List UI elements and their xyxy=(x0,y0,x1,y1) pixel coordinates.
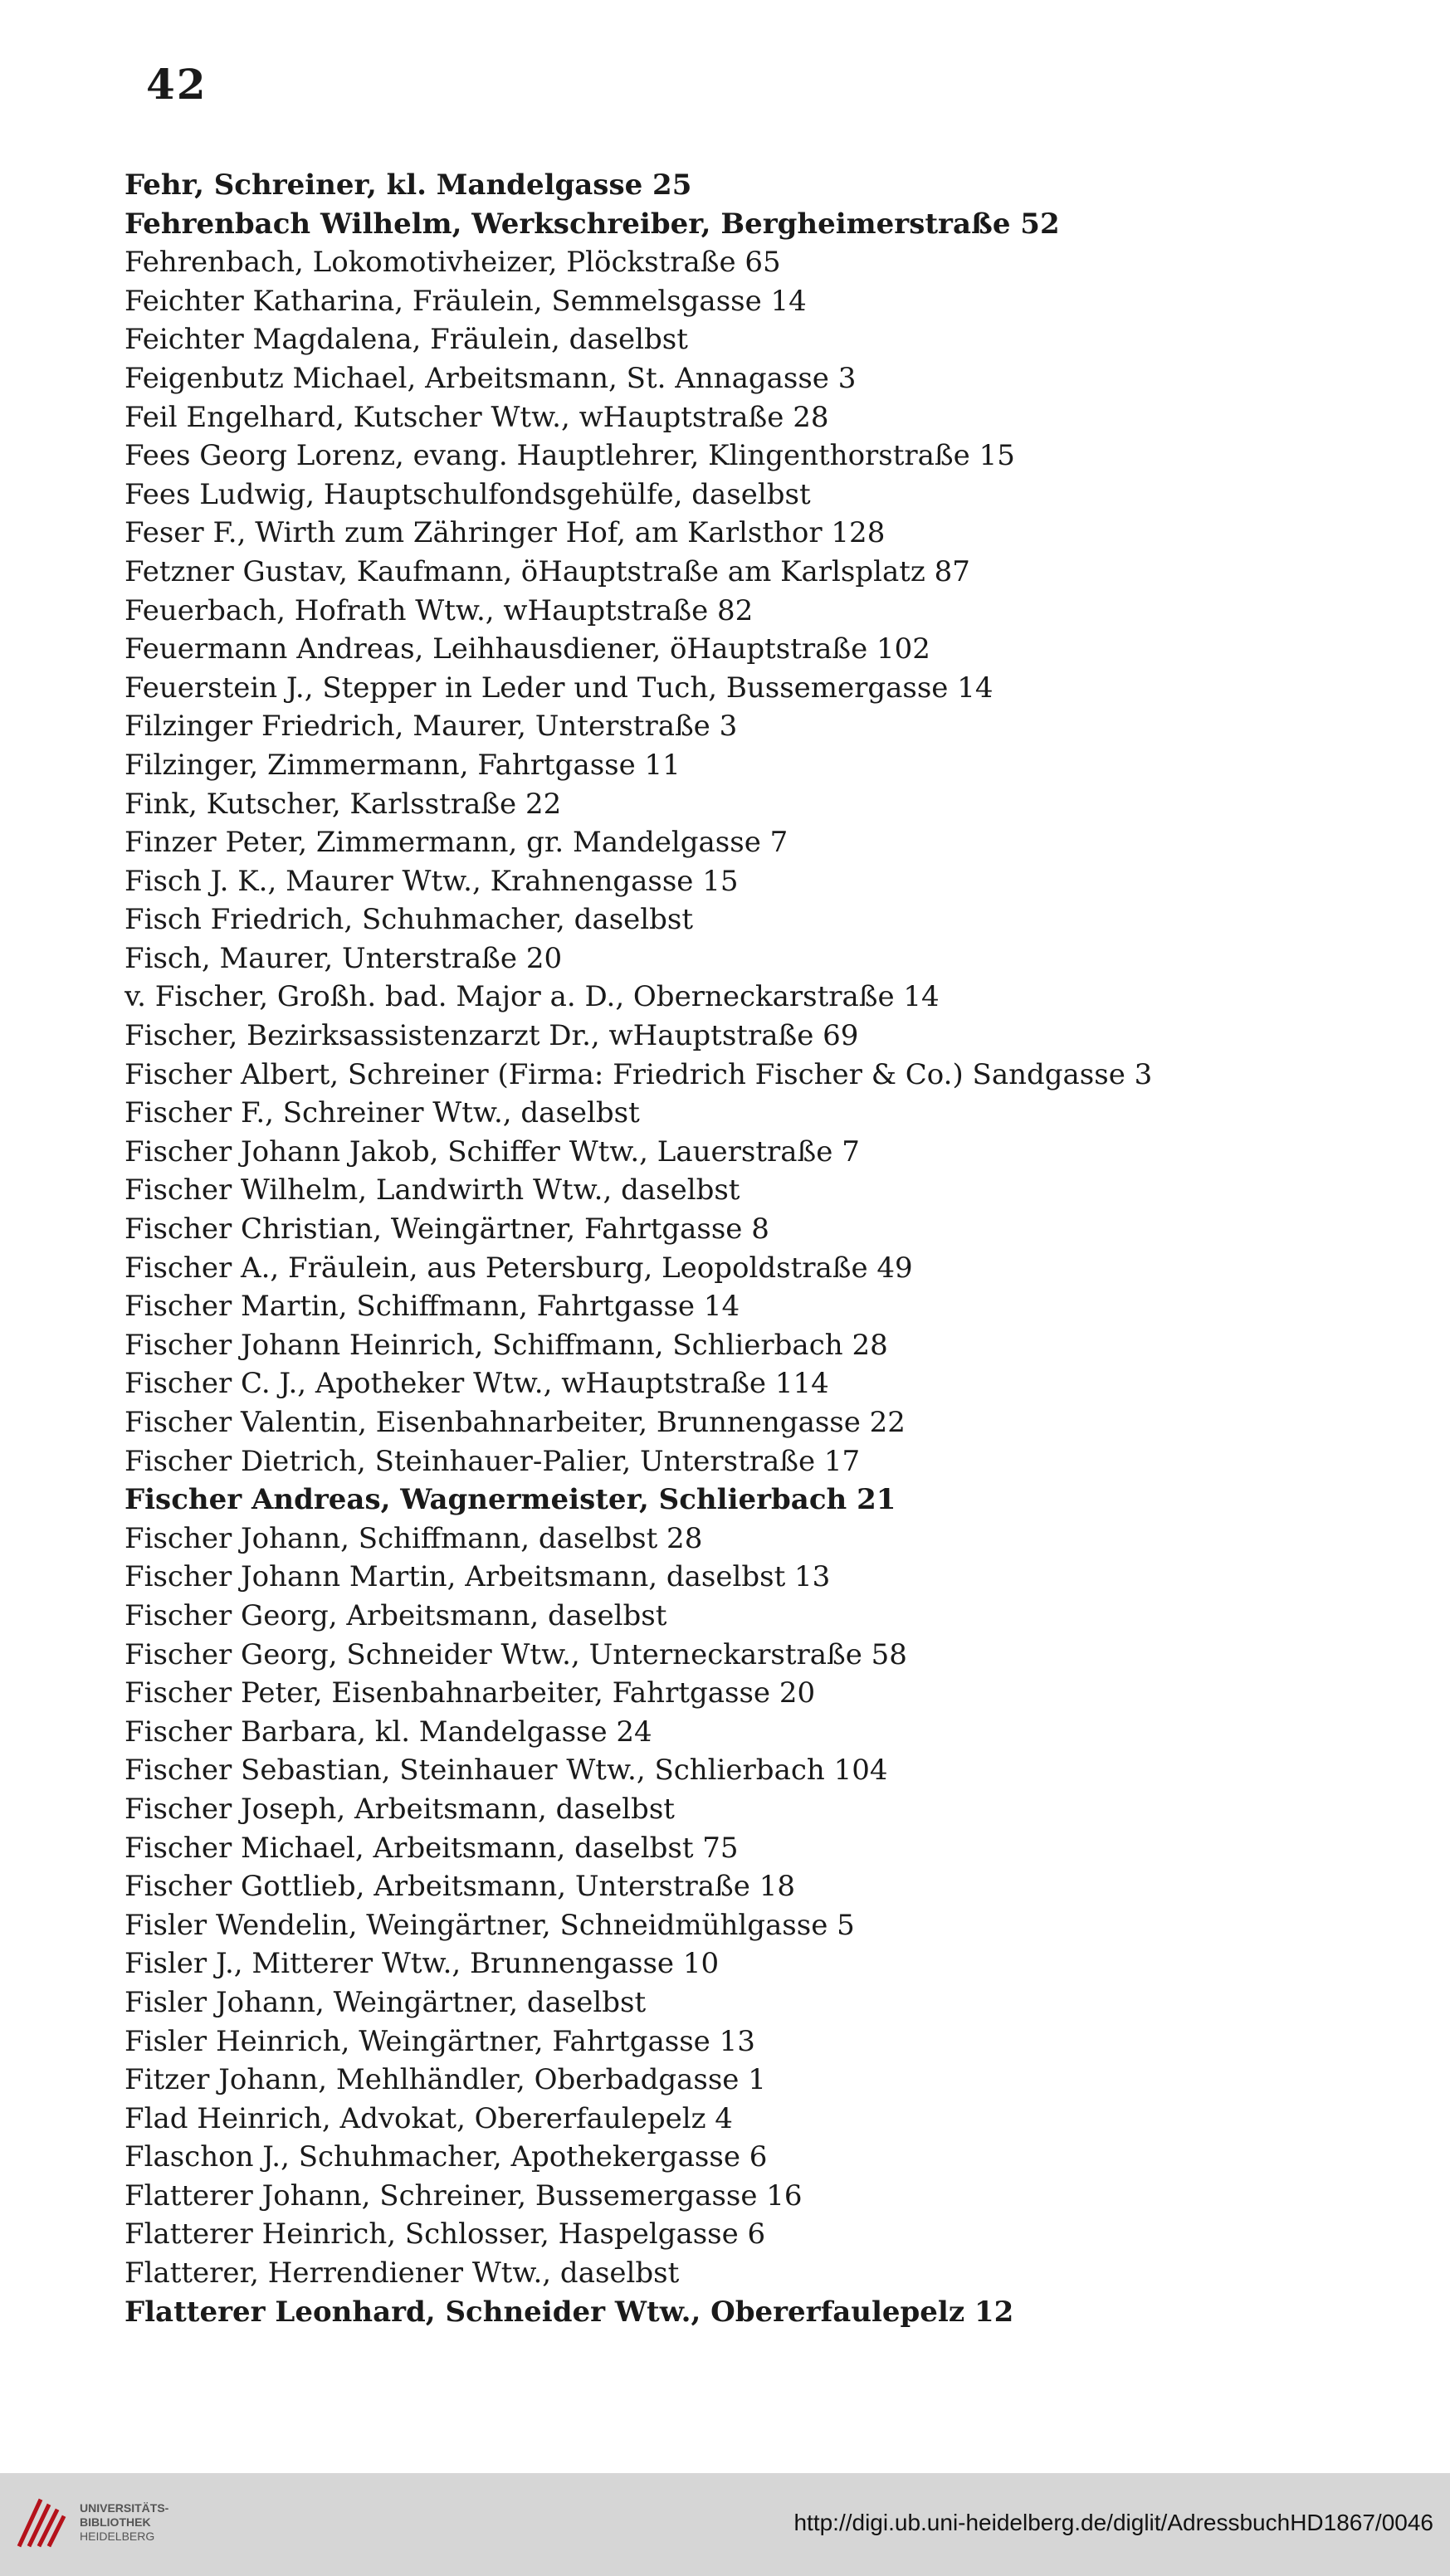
address-entry: Fisler J., Mitterer Wtw., Brunnengasse 10 xyxy=(124,1947,720,1981)
library-name-line1: UNIVERSITÄTS- xyxy=(80,2501,169,2515)
footer-bar xyxy=(0,2473,1450,2576)
address-entry: Fitzer Johann, Mehlhändler, Oberbadgasse 1 xyxy=(124,2063,766,2097)
address-entry: Fehrenbach, Lokomotivheizer, Plöckstraße 65 xyxy=(124,246,781,280)
address-entry: Fischer Martin, Schiffmann, Fahrtgasse 14 xyxy=(124,1290,740,1324)
address-entry: Flatterer Heinrich, Schlosser, Haspelgasse 6 xyxy=(124,2217,766,2252)
address-entry: Fehr, Schreiner, kl. Mandelgasse 25 xyxy=(124,168,692,202)
address-entry: Fischer Johann Martin, Arbeitsmann, daselbst 13 xyxy=(124,1560,831,1594)
ub-heidelberg-logo-icon xyxy=(15,2496,68,2549)
address-entry: Feichter Katharina, Fräulein, Semmelsgasse 14 xyxy=(124,284,807,318)
address-entry: Feil Engelhard, Kutscher Wtw., wHauptstraße 28 xyxy=(124,400,829,434)
address-entry: Fischer Andreas, Wagnermeister, Schlierbach 21 xyxy=(124,1483,896,1517)
page-number: 42 xyxy=(146,60,207,109)
address-entry: Fetzner Gustav, Kaufmann, öHauptstraße am Karlsplatz 87 xyxy=(124,554,970,588)
address-entry: Finzer Peter, Zimmermann, gr. Mandelgasse 7 xyxy=(124,826,788,860)
address-entry: Fink, Kutscher, Karlsstraße 22 xyxy=(124,787,562,821)
address-entry: Fischer F., Schreiner Wtw., daselbst xyxy=(124,1096,640,1130)
address-entry: Fischer Dietrich, Steinhauer-Palier, Unterstraße 17 xyxy=(124,1444,861,1478)
address-entry: Fischer Joseph, Arbeitsmann, daselbst xyxy=(124,1792,675,1826)
address-entry: Fisch Friedrich, Schuhmacher, daselbst xyxy=(124,903,694,937)
address-entry: Fischer Johann, Schiffmann, daselbst 28 xyxy=(124,1521,703,1555)
address-entry: Fischer Albert, Schreiner (Firma: Friedrich Fischer & Co.) Sandgasse 3 xyxy=(124,1057,1153,1091)
address-entry: Fischer C. J., Apotheker Wtw., wHauptstraße 114 xyxy=(124,1367,829,1401)
address-entry: Flaschon J., Schuhmacher, Apothekergasse 6 xyxy=(124,2140,768,2174)
address-entry: Feuermann Andreas, Leihhausdiener, öHauptstraße 102 xyxy=(124,632,930,666)
address-entry: Fees Ludwig, Hauptschulfondsgehülfe, daselbst xyxy=(124,477,811,511)
address-entry: Feichter Magdalena, Fräulein, daselbst xyxy=(124,323,688,357)
source-url[interactable]: http://digi.ub.uni-heidelberg.de/diglit/AdressbuchHD1867/0046 xyxy=(793,2510,1433,2535)
address-entry: Fischer Barbara, kl. Mandelgasse 24 xyxy=(124,1715,652,1749)
address-entry: Fisch, Maurer, Unterstraße 20 xyxy=(124,941,563,975)
address-entry: Fisler Heinrich, Weingärtner, Fahrtgasse 13 xyxy=(124,2024,755,2058)
address-entry: Fischer Johann Heinrich, Schiffmann, Schlierbach 28 xyxy=(124,1328,888,1362)
library-name-line2: BIBLIOTHEK xyxy=(80,2515,151,2529)
address-entry: Feuerbach, Hofrath Wtw., wHauptstraße 82 xyxy=(124,593,754,627)
address-entry: Fischer A., Fräulein, aus Petersburg, Leopoldstraße 49 xyxy=(124,1251,913,1285)
address-entry: Flad Heinrich, Advokat, Obererfaulepelz 4 xyxy=(124,2101,733,2135)
address-entry: Fischer Sebastian, Steinhauer Wtw., Schlierbach 104 xyxy=(124,1754,888,1788)
address-entry: Fischer Georg, Arbeitsmann, daselbst xyxy=(124,1598,667,1632)
address-entry: Fischer Wilhelm, Landwirth Wtw., daselbst xyxy=(124,1173,740,1208)
address-entry: Fehrenbach Wilhelm, Werkschreiber, Bergheimerstraße 52 xyxy=(124,207,1060,241)
address-entry: Fischer Valentin, Eisenbahnarbeiter, Brunnengasse 22 xyxy=(124,1406,906,1439)
address-entry: Fisler Wendelin, Weingärtner, Schneidmühlgasse 5 xyxy=(124,1908,855,1942)
address-entry: Fischer Gottlieb, Arbeitsmann, Unterstraße 18 xyxy=(124,1870,795,1904)
address-entries xyxy=(124,166,1419,2331)
address-entry: Fees Georg Lorenz, evang. Hauptlehrer, Klingenthorstraße 15 xyxy=(124,439,1015,473)
address-entry: Flatterer, Herrendiener Wtw., daselbst xyxy=(124,2256,680,2291)
address-entry: Fischer Christian, Weingärtner, Fahrtgasse 8 xyxy=(124,1212,769,1247)
address-entry: Filzinger, Zimmermann, Fahrtgasse 11 xyxy=(124,748,681,782)
address-entry: Flatterer Leonhard, Schneider Wtw., Obererfaulepelz 12 xyxy=(124,2295,1014,2329)
address-entry: Fischer Johann Jakob, Schiffer Wtw., Lauerstraße 7 xyxy=(124,1134,860,1168)
address-entry: Fischer Peter, Eisenbahnarbeiter, Fahrtgasse 20 xyxy=(124,1676,816,1710)
library-name-line3: HEIDELBERG xyxy=(80,2530,155,2543)
address-entry: Fischer Michael, Arbeitsmann, daselbst 75 xyxy=(124,1831,739,1865)
address-entry: Feigenbutz Michael, Arbeitsmann, St. Annagasse 3 xyxy=(124,361,857,395)
address-entry: Flatterer Johann, Schreiner, Bussemergasse 16 xyxy=(124,2178,803,2213)
address-entry: Fischer Georg, Schneider Wtw., Unterneckarstraße 58 xyxy=(124,1637,907,1671)
address-entry: Filzinger Friedrich, Maurer, Unterstraße 3 xyxy=(124,710,738,744)
library-name xyxy=(80,2501,168,2544)
address-entry: Feuerstein J., Stepper in Leder und Tuch, Bussemergasse 14 xyxy=(124,671,994,705)
address-entry: Feser F., Wirth zum Zähringer Hof, am Karlsthor 128 xyxy=(124,516,886,550)
address-entry: Fisch J. K., Maurer Wtw., Krahnengasse 15 xyxy=(124,864,739,898)
address-entry: Fischer, Bezirksassistenzarzt Dr., wHauptstraße 69 xyxy=(124,1019,859,1053)
address-entry: v. Fischer, Großh. bad. Major a. D., Oberneckarstraße 14 xyxy=(124,980,940,1014)
address-entry: Fisler Johann, Weingärtner, daselbst xyxy=(124,1985,647,2019)
